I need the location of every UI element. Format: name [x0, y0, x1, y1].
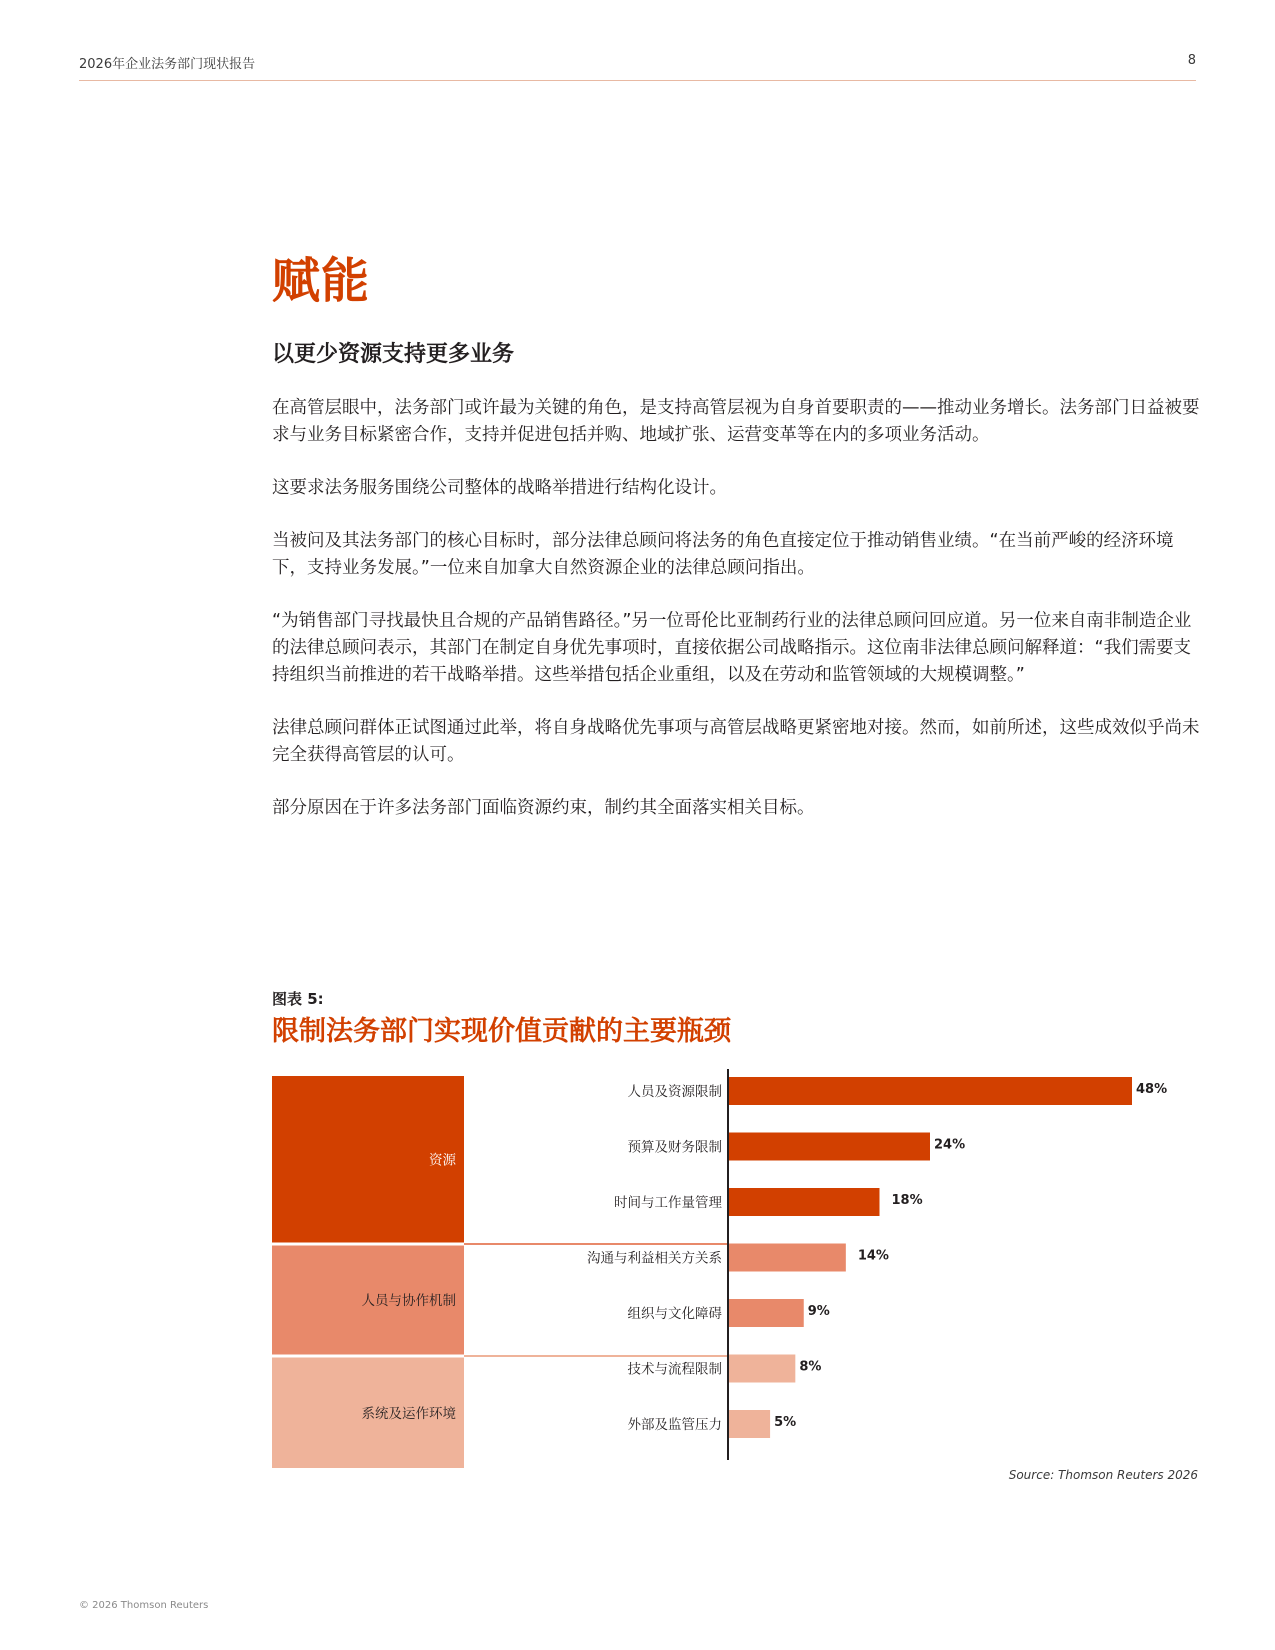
group-label: 人员与协作机制: [361, 1293, 456, 1309]
category-label: 沟通与利益相关方关系: [587, 1250, 722, 1267]
value-label: 24%: [934, 1137, 966, 1153]
value-label: 5%: [774, 1415, 797, 1430]
paragraph: 在高管层眼中，法务部门或许最为关键的角色，是支持高管层视为自身首要职责的——推动业务增长。法务部门日益被要求与业务目标紧密合作，支持并促进包括并购、地域扩张、运营变革等在内的多项业务活动。: [272, 398, 1200, 445]
value-label: 18%: [891, 1193, 923, 1208]
paragraph: 当被问及其法务部门的核心目标时，部分法律总顾问将法务的角色直接定位于推动销售业绩。“在当前严峻的经济环境下，支持业务发展。”一位来自加拿大自然资源企业的法律总顾问指出。: [272, 531, 1174, 578]
section-title: 赋能: [272, 253, 371, 309]
value-label: 48%: [1136, 1082, 1168, 1097]
section-subtitle: 以更少资源支持更多业务: [272, 342, 515, 367]
bar: [728, 1299, 804, 1327]
paragraph: 法律总顾问群体正试图通过此举，将自身战略优先事项与高管层战略更紧密地对接。然而，如前所述，这些成效似乎尚未完全获得高管层的认可。: [272, 718, 1200, 765]
paragraph: 这要求法务服务围绕公司整体的战略举措进行结构化设计。: [272, 478, 727, 498]
bar: [728, 1188, 880, 1216]
report-title: 2026年企业法务部门现状报告: [79, 57, 256, 72]
copyright: © 2026 Thomson Reuters: [79, 1600, 209, 1611]
category-label: 技术与流程限制: [627, 1361, 722, 1378]
page-number: 8: [1187, 53, 1196, 68]
paragraph: “为销售部门寻找最快且合规的产品销售路径。”另一位哥伦比亚制药行业的法律总顾问回应道。另一位来自南非制造企业的法律总顾问表示，其部门在制定自身优先事项时，直接依据公司战略指示。这位南非法律总顾问解释道：“我们需要支持组织当前推进的若干战略举措。这些举措包括企业重组，以及在劳动和监管领域的大规模调整。”: [272, 611, 1192, 685]
value-label: 8%: [799, 1359, 822, 1375]
value-label: 14%: [857, 1248, 889, 1264]
bar: [728, 1355, 795, 1383]
group-label: 资源: [429, 1152, 456, 1169]
category-label: 组织与文化障碍: [627, 1306, 722, 1322]
group-label: 系统及运作环境: [361, 1405, 456, 1422]
value-label: 9%: [807, 1304, 830, 1319]
bar: [728, 1410, 770, 1438]
bar: [728, 1133, 930, 1161]
paragraph: 部分原因在于许多法务部门面临资源约束，制约其全面落实相关目标。: [272, 798, 815, 818]
category-label: 时间与工作量管理: [614, 1195, 722, 1211]
category-label: 预算及财务限制: [627, 1139, 722, 1156]
bar: [728, 1244, 846, 1272]
category-label: 外部及监管压力: [627, 1417, 722, 1433]
category-label: 人员及资源限制: [627, 1084, 722, 1100]
figure-title: 限制法务部门实现价值贡献的主要瓶颈: [272, 1016, 731, 1047]
bar: [728, 1077, 1132, 1105]
figure-label: 图表 5:: [272, 990, 324, 1008]
figure-source: Source: Thomson Reuters 2026: [1008, 1468, 1198, 1482]
